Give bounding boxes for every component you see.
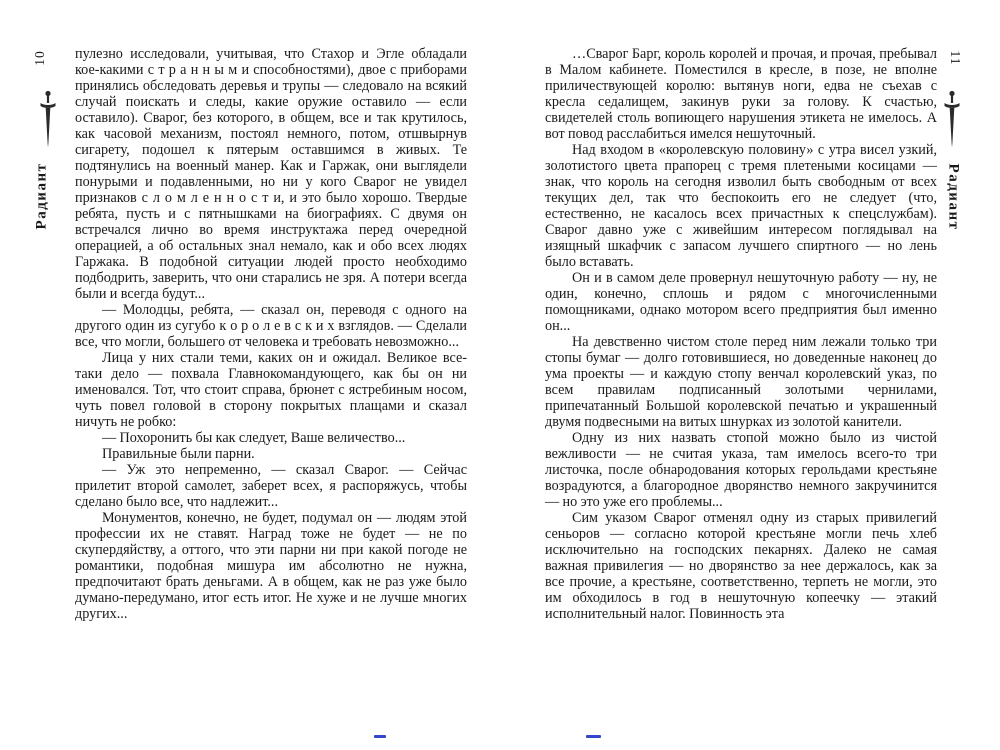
paragraph: …Сварог Барг, король королей и прочая, и прочая, пребывал в Малом кабинете. Поместился в кресле, в позе, не вполне приличествующей королю: вытянув ноги, едва не съехав с кресла седалищем, закинув руки за голову. К счастью, свидетелей столь вопиющего нарушения этикета не имелось. А вот повод расслабиться имелся нешуточный. xyxy=(545,46,937,142)
paragraph: Над входом в «королевскую половину» с утра висел узкий, золотистого цвета прапорец с тремя плетеными косицами — знак, что король на сегодня изволил быть свободным от всех текущих дел, так что беспокоить его не следует (что, естественно, не касалось всех причастных к спецслужбам). Сварог давно уже с живейшим интересом поглядывал на изящный шкафчик с запасом лучшего спиртного — но лень было вставать. xyxy=(545,142,937,270)
paragraph: Лица у них стали теми, каких он и ожидал. Великое все-таки дело — похвала Главнокомандующего, как бы он ни именовался. Тот, что стоит справа, брюнет с ястребиным носом, чуть повел головой в сторону покрытых плащами и сказал ничуть не робко: xyxy=(75,350,467,430)
footer-mark-right xyxy=(586,735,601,738)
paragraph: Он и в самом деле провернул нешуточную работу — ну, не один, конечно, сплошь и рядом с многочисленными помощниками, однако мотором всего предприятия был именно он... xyxy=(545,270,937,334)
left-running-title: Радиант xyxy=(33,162,50,230)
paragraph: Сим указом Сварог отменял одну из старых привилегий сеньоров — согласно которой крестьяне могли печь хлеб исключительно на господских пекарнях. Далеко не самая важная привилегия — но дворянство за нее держалось, как за все прочие, а крестьяне, соответственно, терпеть не могли, это им обходилось в год в нешуточную копеечку — этакий исполнительный налог. Повинность эта xyxy=(545,510,937,622)
footer-mark-left xyxy=(374,735,386,738)
left-page-number: 10 xyxy=(32,50,47,66)
paragraph: Правильные были парни. xyxy=(102,446,255,462)
sword-ornament-icon xyxy=(39,90,57,148)
left-page-text xyxy=(75,46,467,622)
sword-ornament-icon xyxy=(943,90,961,148)
paragraph: — Похоронить бы как следует, Ваше величество... xyxy=(102,430,406,446)
paragraph: — Уж это непременно, — сказал Сварог. — Сейчас прилетит второй самолет, заберет всех, я распоряжусь, чтобы сделано было все, что надлежит... xyxy=(75,462,467,510)
paragraph: Монументов, конечно, не будет, подумал он — людям этой профессии их не ставят. Наград тоже не будет — не по скупердяйству, а оттого, что эти парни ни при какой погоде не романтики, подобная мишура им абсолютно не нужна, предпочитают брать деньгами. А в общем, как не раз уже было думано-передумано, итог есть итог. Не хуже и не лучше многих других... xyxy=(75,510,467,622)
paragraph: пулезно исследовали, учитывая, что Стахор и Эгле обладали кое-какими с т р а н н ы м и способностями), двое с приборами принялись обследовать деревья и трупы — следовало на всякий случай поискать и следы, какие оружие оставило — если оставило). Сварог, без которого, в общем, все и так крутилось, как часовой механизм, постоял немного, потом, отшвырнув сигарету, подошел к пятерым оставшимся в живых. Те подтянулись на военный манер. Как и Гаржак, они выглядели понурыми и подавленными, но ни у кого Сварог не увидел признаков с л о м л е н н о с т и, и это было хорошо. Твердые ребята, пусть и с пятнышками на биографиях. С двумя он встречался лично во время инструктажа перед очередной операцией, а об остальных знал немало, как и обо всех людях Гаржака. В подобной ситуации людей просто необходимо подбодрить, заверить, что они старались не зря. А потери всегда были и всегда будут... xyxy=(75,46,467,302)
paragraph: Одну из них назвать стопой можно было из чистой вежливости — не считая указа, там имелось всего-то три листочка, после обнародования которых герольдами крестьяне возрадуются, а благородное дворянство немного закручинится — но это уже его проблемы... xyxy=(545,430,937,510)
right-page-text xyxy=(545,46,937,622)
right-page-number: 11 xyxy=(948,50,963,66)
right-running-title: Радиант xyxy=(945,163,962,231)
paragraph: На девственно чистом столе перед ним лежали только три стопы бумаг — долго готовившиеся, но доведенные наконец до ума проекты — и каждую стопу венчал королевский указ, по всем правилам подписанный золотыми чернилами, припечатанный Большой королевской печатью и украшенный двумя подвесными на витых шнурках из золотой канители. xyxy=(545,334,937,430)
paragraph: — Молодцы, ребята, — сказал он, переводя с одного на другого один из сугубо к о р о л е в с к и х взглядов. — Сделали все, что могли, большего от человека и требовать невозможно... xyxy=(75,302,467,350)
